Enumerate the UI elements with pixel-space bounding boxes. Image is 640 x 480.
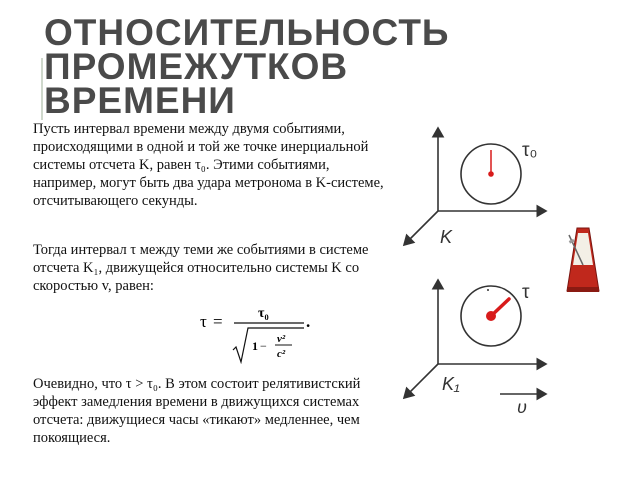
title-line-2: ПРОМЕЖУТКОВ [44,46,349,87]
moving-clock-pivot [486,311,496,321]
frame-k-z-axis [404,211,438,245]
label-frame-k1: K₁ [442,374,460,394]
formula-c-squared: c² [277,348,286,360]
title-line-3: ВРЕМЕНИ [44,80,236,121]
label-tau-zero: τ₀ [522,140,538,161]
moving-clock-tick [487,289,489,291]
label-frame-k: K [440,227,453,247]
formula-sqrt-sign [233,328,304,362]
formula-equals: = [213,312,223,331]
formula-lhs: τ [200,312,207,331]
frame-k1-z-axis [404,364,438,398]
formula-minus: − [260,339,267,353]
paragraph-moving-frame: Тогда интервал τ между теми же событиями в системе отсчета K₁, движущейся относительно системы K со скоростью v, равен: [33,242,369,294]
paragraph-definition: Пусть интервал времени между двумя событиями, происходящими в одной и той же точке инерциальной системы отсчета K, равен τ₀. Этими событиями, например, могут быть два удара метронома в K-системе, отсчитывающего секунды. [33,121,384,209]
page-title [44,12,604,121]
formula-numerator: τ₀ [258,306,269,321]
label-velocity: υ [517,397,527,416]
paragraph-conclusion: Очевидно, что τ > τ₀. В этом состоит релятивистский эффект замедления времени в движущихся системах отсчета: движущиеся часы «тикают» медленнее, чем покоящиеся. [33,376,361,446]
label-tau: τ [522,282,530,303]
formula-v-squared: v² [277,333,286,345]
metronome-icon [564,225,606,295]
formula-period: . [306,312,311,331]
title-accent-line [41,58,43,120]
formula-one: 1 [252,339,258,353]
stationary-clock-pivot [488,171,494,177]
reference-frames-diagram [396,126,556,416]
time-dilation-formula [200,300,320,364]
title-line-1: ОТНОСИТЕЛЬНОСТЬ [44,12,450,53]
